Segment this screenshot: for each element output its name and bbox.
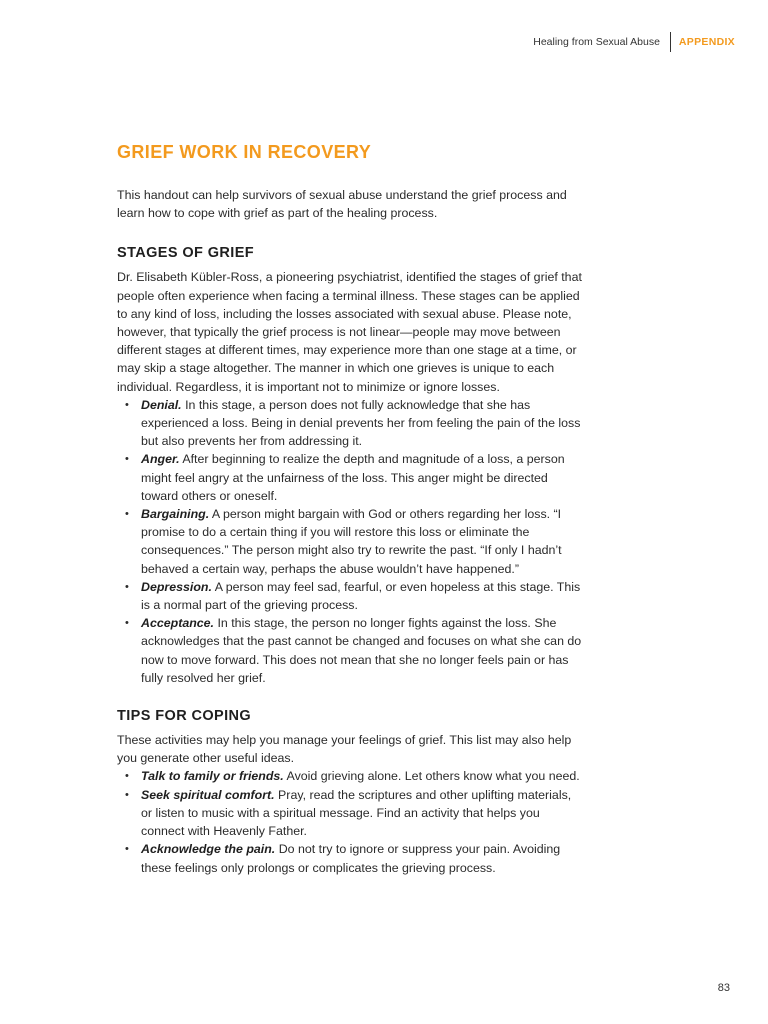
bullet-icon: • — [125, 843, 129, 856]
list-item — [117, 614, 583, 687]
bullet-icon: • — [125, 580, 129, 593]
page-title: GRIEF WORK IN RECOVERY — [117, 142, 372, 162]
bullet-icon: • — [125, 788, 129, 801]
item-text: Avoid grieving alone. Let others know what you need. — [286, 769, 580, 784]
bullet-icon: • — [125, 617, 129, 630]
book-title: Healing from Sexual Abuse — [533, 36, 660, 48]
stages-paragraph: Dr. Elisabeth Kübler-Ross, a pioneering psychiatrist, identified the stages of grief that people often experience when facing a terminal illness. These stages can be applied to any kind of loss, including the losses associated with sexual abuse. Please note, however, that typically the grief process is not linear—people may move between different stages at different times, may experience more than one stage at a time, or may skip a stage altogether. The manner in which one grieves is unique to each individual. Regardless, it is important not to minimize or ignore losses. — [117, 270, 582, 394]
item-term: Seek spiritual comfort. — [141, 787, 275, 802]
item-term: Talk to family or friends. — [141, 769, 284, 784]
intro-paragraph: This handout can help survivors of sexual abuse understand the grief process and learn how to cope with grief as part of the healing process. — [117, 188, 567, 221]
item-term: Denial. — [141, 397, 182, 412]
item-term: Anger. — [141, 452, 180, 467]
list-item — [117, 578, 583, 614]
stages-section — [117, 244, 583, 687]
list-item — [117, 505, 583, 578]
page-content — [117, 141, 583, 877]
list-item — [117, 767, 583, 785]
bullet-icon: • — [125, 508, 129, 521]
page-number: 83 — [717, 982, 730, 994]
item-term: Acceptance. — [141, 616, 215, 631]
item-term: Depression. — [141, 579, 212, 594]
list-item — [117, 450, 583, 505]
item-text: After beginning to realize the depth and magnitude of a loss, a person might feel angry at the unfairness of the loss. This anger might be directed toward others or oneself. — [141, 452, 565, 503]
item-text: Do not try to ignore or suppress your pain. Avoiding these feelings only prolongs or complicates the grieving process. — [141, 842, 561, 875]
tips-heading: TIPS FOR COPING — [117, 708, 252, 725]
item-text: Pray, read the scriptures and other uplifting materials, or listen to music with a spiritual message. Find an activity that helps you connect with Heavenly Father. — [141, 787, 572, 839]
item-term: Bargaining. — [141, 507, 210, 522]
list-item — [117, 786, 583, 841]
bullet-icon: • — [125, 453, 129, 466]
tips-list — [117, 767, 583, 876]
list-item — [117, 840, 583, 876]
list-item — [117, 396, 583, 451]
tips-paragraph: These activities may help you manage your feelings of grief. This list may also help you generate other useful ideas. — [117, 733, 572, 766]
bullet-icon: • — [125, 398, 129, 411]
running-header — [533, 33, 735, 51]
item-term: Acknowledge the pain. — [141, 842, 276, 857]
item-text: A person might bargain with God or others regarding her loss. “I promise to do a certain thing if you will restore this loss or eliminate the consequences.” The person might also try to rewrite the past. “If only I hadn’t behaved a certain way, perhaps the abuse wouldn’t have happened.” — [141, 507, 562, 576]
tips-section — [117, 707, 583, 877]
header-divider — [670, 32, 671, 52]
item-text: In this stage, a person does not fully acknowledge that she has experienced a loss. Being in denial prevents her from feeling the pain of the loss but also prevents her from addressing it. — [141, 397, 581, 449]
stages-heading: STAGES OF GRIEF — [117, 245, 255, 262]
section-label: APPENDIX — [678, 36, 735, 48]
stages-list — [117, 396, 583, 687]
item-text: In this stage, the person no longer fights against the loss. She acknowledges that the past cannot be changed and focuses on what she can do now to move forward. This does not mean that she no longer feels pain or has fully resolved her grief. — [141, 616, 582, 685]
item-text: A person may feel sad, fearful, or even hopeless at this stage. This is a normal part of the grieving process. — [141, 579, 581, 613]
bullet-icon: • — [125, 770, 129, 783]
